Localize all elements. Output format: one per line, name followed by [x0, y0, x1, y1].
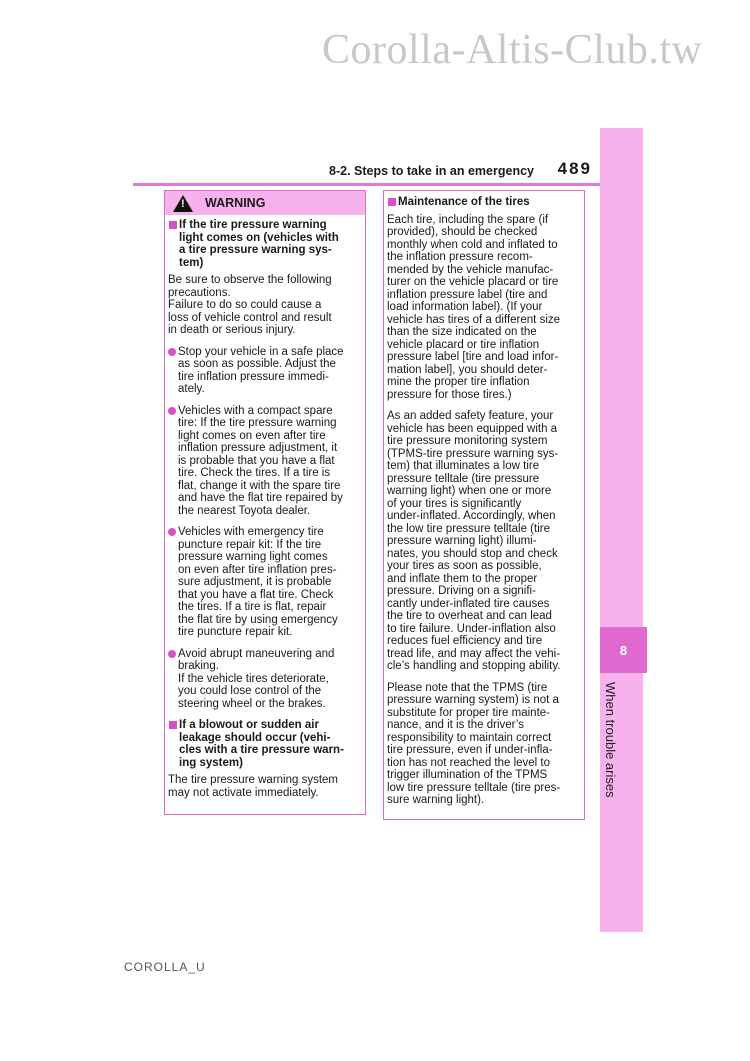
maintenance-content	[387, 196, 581, 807]
maintenance-box	[383, 190, 585, 820]
maintenance-paragraph-2: As an added safety feature, your vehicle has been equipped with a tire pressure monitoring system (TPMS-tire pressure warning sys- tem) that illuminates a low tire pressure telltale (tire pressure warning light) when one or more of your tires is significantly under-inflated. Accordingly, when the low tire pressure telltale (tire pressure warning light) illumi- nates, you should stop and check your tires as soon as possible, and inflate them to the proper pressure. Driving on a signifi- cantly under-inflated tire causes the tire to overheat and can lead to tire failure. Under-inflation also reduces fuel efficiency and tire tread life, and may affect the vehi- cle’s handling and stopping ability.	[387, 410, 561, 672]
warning-banner	[165, 191, 365, 215]
warning-blowout-text: The tire pressure warning system may not activate immediately.	[168, 774, 339, 799]
bullet-dot-icon	[168, 348, 176, 356]
chapter-number-tab: 8	[600, 627, 647, 673]
warning-heading-tpms: If the tire pressure warning light comes on (vehicles with a tire pressure warning sys- tem)	[168, 219, 362, 269]
page-number: 489	[557, 159, 592, 178]
footer-model-code: COROLLA_U	[124, 960, 206, 974]
bullet-dot-icon	[168, 650, 176, 658]
warning-box	[164, 190, 366, 815]
header-rule	[133, 183, 600, 186]
warning-bullet-repair-kit: Vehicles with emergency tire puncture repair kit: If the tire pressure warning light comes on even after tire inflation pres- sure adjustment, it is probable that you have a flat tire. Check the tires. If a tire is flat, repair the flat tire by using emergency tire puncture repair kit.	[168, 526, 362, 639]
bullet-dot-icon	[168, 528, 176, 536]
warning-bullet-stop-vehicle: Stop your vehicle in a safe place as soon as possible. Adjust the tire inflation pressure immedi- ately.	[168, 346, 362, 396]
bullet-dot-icon	[168, 407, 176, 415]
maintenance-paragraph-3: Please note that the TPMS (tire pressure warning system) is not a substitute for proper tire mainte- nance, and it is the driver’s responsibility to maintain correct tire pressure, even if under-infla- tion has not reached the level to trigger illumination of the TPMS low tire pressure telltale (tire pres- sure warning light).	[387, 681, 561, 806]
chapter-title-label: When trouble arises	[603, 682, 618, 798]
section-title: 8-2. Steps to take in an emergency	[329, 164, 534, 178]
warning-intro-text: Be sure to observe the following precautions. Failure to do so could cause a loss of vehicle control and result in death or serious injury.	[168, 274, 332, 336]
warning-bullet-compact-spare: Vehicles with a compact spare tire: If the tire pressure warning light comes on even after tire inflation pressure adjustment, it is probable that you have a flat tire. Check the tires. If a tire is flat, change it with the spare tire and have the flat tire repaired by the nearest Toyota dealer.	[168, 405, 362, 518]
warning-label: WARNING	[205, 195, 266, 210]
page-header	[164, 160, 594, 182]
warning-bullet-abrupt-maneuvering: Avoid abrupt maneuvering and braking. If the vehicle tires deteriorate, you could lose control of the steering wheel or the brakes.	[168, 648, 362, 711]
warning-triangle-icon	[173, 195, 193, 212]
warning-content	[168, 219, 362, 799]
maintenance-paragraph-1: Each tire, including the spare (if provided), should be checked monthly when cold and inflated to the inflation pressure recom- mended by the vehicle manufac- turer on the vehicle placard or tire inflation pressure label (tire and load information label). (If your vehicle has tires of a different size than the size indicated on the vehicle placard or tire inflation pressure label [tire and load infor- mation label], you should deter- mine the proper tire inflation pressure for those tires.)	[387, 213, 561, 401]
maintenance-heading: Maintenance of the tires	[387, 196, 581, 209]
watermark-text: Corolla-Altis-Club.tw	[322, 27, 703, 73]
warning-heading-blowout: If a blowout or sudden air leakage should occur (vehi- cles with a tire pressure warn- ing system)	[168, 719, 362, 769]
